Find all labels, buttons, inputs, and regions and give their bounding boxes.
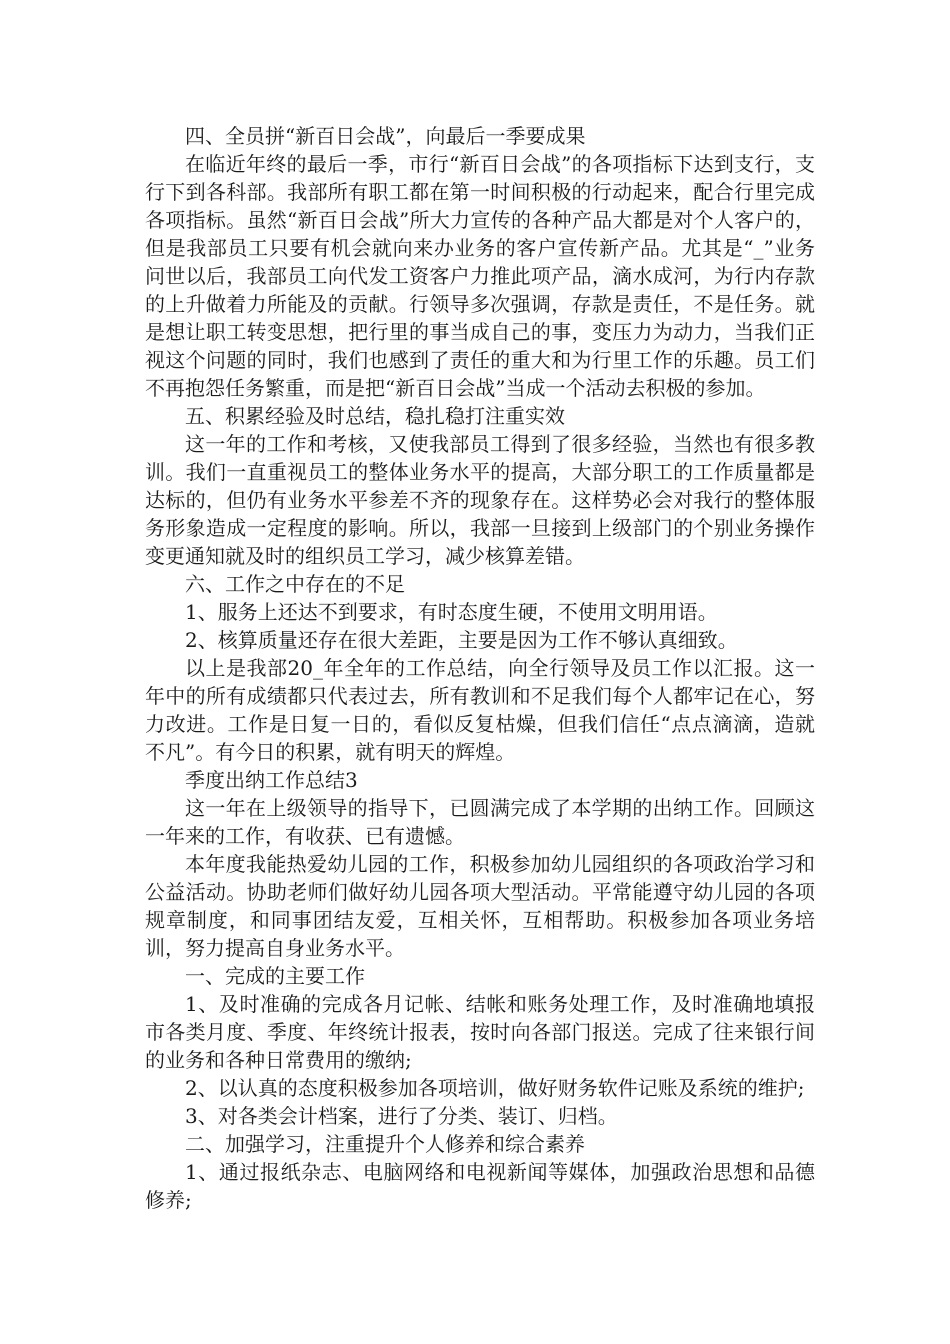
section-heading-5: 五、积累经验及时总结，稳扎稳打注重实效 [185, 404, 565, 428]
list-item: 1、及时准确的完成各月记帐、结帐和账务处理工作，及时准确地填报市各类月度、季度、年终统计报表，按时向各部门报送。完成了往来银行间的业务和各种日常费用的缴纳; [145, 992, 815, 1072]
body-paragraph: 以上是我部20_年全年的工作总结，向全行领导及员工作以汇报。这一年中的所有成绩都只代表过去，所有教训和不足我们每个人都牢记在心，努力改进。工作是日复一日的，看似反复枯燥，但我们信任“点点滴滴，造就不凡”。有今日的积累，就有明天的辉煌。 [145, 656, 815, 764]
body-paragraph: 在临近年终的最后一季，市行“新百日会战”的各项指标下达到支行，支行下到各科部。我部所有职工都在第一时间积极的行动起来，配合行里完成各项指标。虽然“新百日会战”所大力宣传的各种产品大都是对个人客户的，但是我部员工只要有机会就向来办业务的客户宣传新产品。尤其是“_”业务问世以后，我部员工向代发工资客户力推此项产品，滴水成河，为行内存款的上升做着力所能及的贡献。行领导多次强调，存款是责任，不是任务。就是想让职工转变思想，把行里的事当成自己的事，变压力为动力，当我们正视这个问题的同时，我们也感到了责任的重大和为行里工作的乐趣。员工们不再抱怨任务繁重，而是把“新百日会战”当成一个活动去积极的参加。 [145, 152, 815, 400]
section-heading-6: 六、工作之中存在的不足 [185, 572, 405, 596]
list-item: 3、对各类会计档案，进行了分类、装订、归档。 [185, 1104, 618, 1128]
body-paragraph: 这一年的工作和考核，又使我部员工得到了很多经验，当然也有很多教训。我们一直重视员工的整体业务水平的提高，大部分职工的工作质量都是达标的，但仍有业务水平参差不齐的现象存在。这样势必会对我行的整体服务形象造成一定程度的影响。所以，我部一旦接到上级部门的个别业务操作变更通知就及时的组织员工学习，减少核算差错。 [145, 432, 815, 568]
section-heading-2: 二、加强学习，注重提升个人修养和综合素养 [185, 1132, 585, 1156]
document-body [145, 122, 815, 1214]
document-subtitle: 季度出纳工作总结3 [185, 768, 358, 792]
body-paragraph: 这一年在上级领导的指导下，已圆满完成了本学期的出纳工作。回顾这一年来的工作，有收获、已有遗憾。 [145, 796, 815, 848]
section-heading-1: 一、完成的主要工作 [185, 964, 365, 988]
body-paragraph: 本年度我能热爱幼儿园的工作，积极参加幼儿园组织的各项政治学习和公益活动。协助老师们做好幼儿园各项大型活动。平常能遵守幼儿园的各项规章制度，和同事团结友爱，互相关怀，互相帮助。积极参加各项业务培训，努力提高自身业务水平。 [145, 852, 815, 960]
list-item: 1、通过报纸杂志、电脑网络和电视新闻等媒体，加强政治思想和品德修养; [145, 1160, 815, 1212]
list-item: 2、核算质量还存在很大差距，主要是因为工作不够认真细致。 [185, 628, 738, 652]
list-item: 1、服务上还达不到要求，有时态度生硬，不使用文明用语。 [185, 600, 718, 624]
list-item: 2、以认真的态度积极参加各项培训，做好财务软件记账及系统的维护; [185, 1076, 805, 1100]
section-heading-4: 四、全员拼“新百日会战”，向最后一季要成果 [185, 124, 586, 148]
